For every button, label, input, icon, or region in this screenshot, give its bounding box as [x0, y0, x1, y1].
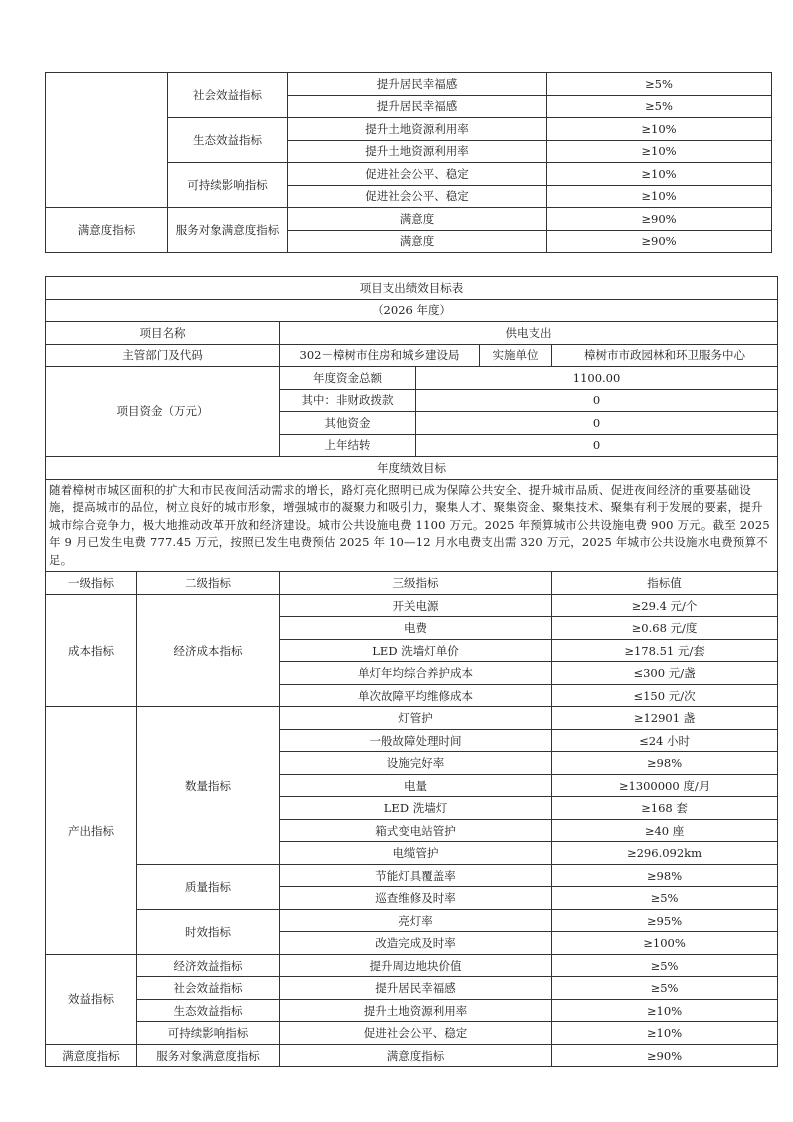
indicator-cell: LED 洗墙灯 — [280, 797, 552, 820]
indicator-cell: 满意度 — [288, 208, 547, 231]
project-name-value: 供电支出 — [280, 322, 778, 345]
level1-cell-benefit-continued — [46, 73, 168, 208]
indicator-cell: 灯管护 — [280, 707, 552, 730]
indicator-cell: 亮灯率 — [280, 909, 552, 932]
indicator-cell: 巡查维修及时率 — [280, 887, 552, 910]
indicator-cell: 提升周边地块价值 — [280, 954, 552, 977]
dept-value: 302－樟树市住房和城乡建设局 — [280, 345, 480, 367]
value-cell: ≥10% — [552, 999, 778, 1022]
value-cell: ≥90% — [547, 208, 772, 231]
indicator-cell: 改造完成及时率 — [280, 932, 552, 955]
funds-label: 项目资金（万元） — [46, 367, 280, 457]
indicator-cell: 开关电源 — [280, 594, 552, 617]
level2-cell: 可持续影响指标 — [137, 1022, 280, 1045]
value-cell: ≥10% — [547, 140, 772, 163]
level2-cell: 生态效益指标 — [137, 999, 280, 1022]
level2-cell: 社会效益指标 — [168, 73, 288, 118]
indicator-cell: 满意度 — [288, 230, 547, 253]
indicator-cell: 提升土地资源利用率 — [280, 999, 552, 1022]
level1-cell-benefit: 效益指标 — [46, 954, 137, 1044]
fund-value: 0 — [416, 434, 778, 457]
impl-label: 实施单位 — [492, 347, 539, 362]
value-cell: ≥12901 盏 — [552, 707, 778, 730]
fund-label: 上年结转 — [280, 434, 416, 457]
level1-cell-satisfaction: 满意度指标 — [46, 1044, 137, 1067]
indicator-cell: 提升居民幸福感 — [280, 977, 552, 1000]
level2-cell: 经济效益指标 — [137, 954, 280, 977]
level2-cell: 社会效益指标 — [137, 977, 280, 1000]
fund-label: 年度资金总额 — [280, 367, 416, 390]
indicator-cell: 电费 — [280, 617, 552, 640]
value-cell: ≥98% — [552, 864, 778, 887]
continued-indicator-table — [45, 72, 772, 253]
indicator-cell: 提升居民幸福感 — [288, 73, 547, 96]
project-name-label: 项目名称 — [46, 322, 280, 345]
indicator-cell: 节能灯具覆盖率 — [280, 864, 552, 887]
value-cell: ≥5% — [552, 887, 778, 910]
value-cell: ≥40 座 — [552, 819, 778, 842]
value-cell: ≥5% — [547, 73, 772, 96]
value-cell: ≥98% — [552, 752, 778, 775]
indicator-cell: 促进社会公平、稳定 — [280, 1022, 552, 1045]
performance-target-table — [45, 276, 778, 1067]
level2-cell: 经济成本指标 — [137, 594, 280, 707]
level2-cell: 数量指标 — [137, 707, 280, 865]
level2-cell: 质量指标 — [137, 864, 280, 909]
value-cell: ≥296.092km — [552, 842, 778, 865]
header-level3: 三级指标 — [280, 572, 552, 595]
fund-value: 0 — [416, 389, 778, 412]
header-level1: 一级指标 — [46, 572, 137, 595]
indicator-cell: LED 洗墙灯单价 — [280, 639, 552, 662]
value-cell: ≥29.4 元/个 — [552, 594, 778, 617]
value-cell: ≤300 元/盏 — [552, 662, 778, 685]
level2-cell: 服务对象满意度指标 — [137, 1044, 280, 1067]
indicator-cell: 促进社会公平、稳定 — [288, 185, 547, 208]
value-cell: ≥10% — [547, 185, 772, 208]
indicator-cell: 提升居民幸福感 — [288, 95, 547, 118]
indicator-cell: 提升土地资源利用率 — [288, 118, 547, 141]
value-cell: ≥178.51 元/套 — [552, 639, 778, 662]
level1-cell: 满意度指标 — [46, 208, 168, 253]
indicator-cell: 促进社会公平、稳定 — [288, 163, 547, 186]
value-cell: ≥1300000 度/月 — [552, 774, 778, 797]
indicator-cell: 一般故障处理时间 — [280, 729, 552, 752]
value-cell: ≥10% — [547, 163, 772, 186]
indicator-cell: 满意度指标 — [280, 1044, 552, 1067]
value-cell: ≥10% — [552, 1022, 778, 1045]
indicator-cell: 电量 — [280, 774, 552, 797]
level1-cell-output: 产出指标 — [46, 707, 137, 955]
header-value: 指标值 — [552, 572, 778, 595]
value-cell: ≥10% — [547, 118, 772, 141]
indicator-cell: 单灯年均综合养护成本 — [280, 662, 552, 685]
level2-cell: 生态效益指标 — [168, 118, 288, 163]
dept-impl-cell — [280, 344, 552, 367]
value-cell: ≤24 小时 — [552, 729, 778, 752]
fund-label: 其他资金 — [280, 412, 416, 435]
indicator-cell: 单次故障平均维修成本 — [280, 684, 552, 707]
fund-value: 1100.00 — [416, 367, 778, 390]
fund-label: 其中：非财政拨款 — [280, 389, 416, 412]
indicator-cell: 电缆管护 — [280, 842, 552, 865]
annual-goal-label: 年度绩效目标 — [46, 457, 778, 480]
level2-cell: 服务对象满意度指标 — [168, 208, 288, 253]
header-level2: 二级指标 — [137, 572, 280, 595]
table-year: （2026 年度） — [46, 299, 778, 322]
impl-value: 樟树市市政园林和环卫服务中心 — [552, 344, 778, 367]
level2-cell: 时效指标 — [137, 909, 280, 954]
value-cell: ≥168 套 — [552, 797, 778, 820]
level2-cell: 可持续影响指标 — [168, 163, 288, 208]
indicator-cell: 设施完好率 — [280, 752, 552, 775]
table-title: 项目支出绩效目标表 — [46, 277, 778, 300]
value-cell: ≥95% — [552, 909, 778, 932]
indicator-cell: 提升土地资源利用率 — [288, 140, 547, 163]
fund-value: 0 — [416, 412, 778, 435]
value-cell: ≥5% — [552, 954, 778, 977]
dept-label: 主管部门及代码 — [46, 344, 280, 367]
value-cell: ≥90% — [552, 1044, 778, 1067]
value-cell: ≥100% — [552, 932, 778, 955]
indicator-cell: 箱式变电站管护 — [280, 819, 552, 842]
level1-cell-cost: 成本指标 — [46, 594, 137, 707]
annual-goal-text: 随着樟树市城区面积的扩大和市民夜间活动需求的增长，路灯亮化照明已成为保障公共安全、提升城市品质、促进夜间经济的重要基础设施，提高城市的品位，树立良好的城市形象，增强城市的凝聚力和吸引力，聚集人才、聚集资金、聚集技术、聚集有利于发展的要素，提升城市综合竞争力，极大地推动改革开放和经济建设。城市公共设施电费 1100 万元。2025 年预算城市公共设施电费 900 万元。截至 2025 年 9 月已发生电费 777.45 万元，按照已发生电费预估 2025 年 10—12 月水电费支出需 320 万元，2025 年城市公共设施水电费预算不足。 — [46, 479, 778, 572]
value-cell: ≤150 元/次 — [552, 684, 778, 707]
value-cell: ≥5% — [547, 95, 772, 118]
value-cell: ≥0.68 元/度 — [552, 617, 778, 640]
value-cell: ≥90% — [547, 230, 772, 253]
value-cell: ≥5% — [552, 977, 778, 1000]
